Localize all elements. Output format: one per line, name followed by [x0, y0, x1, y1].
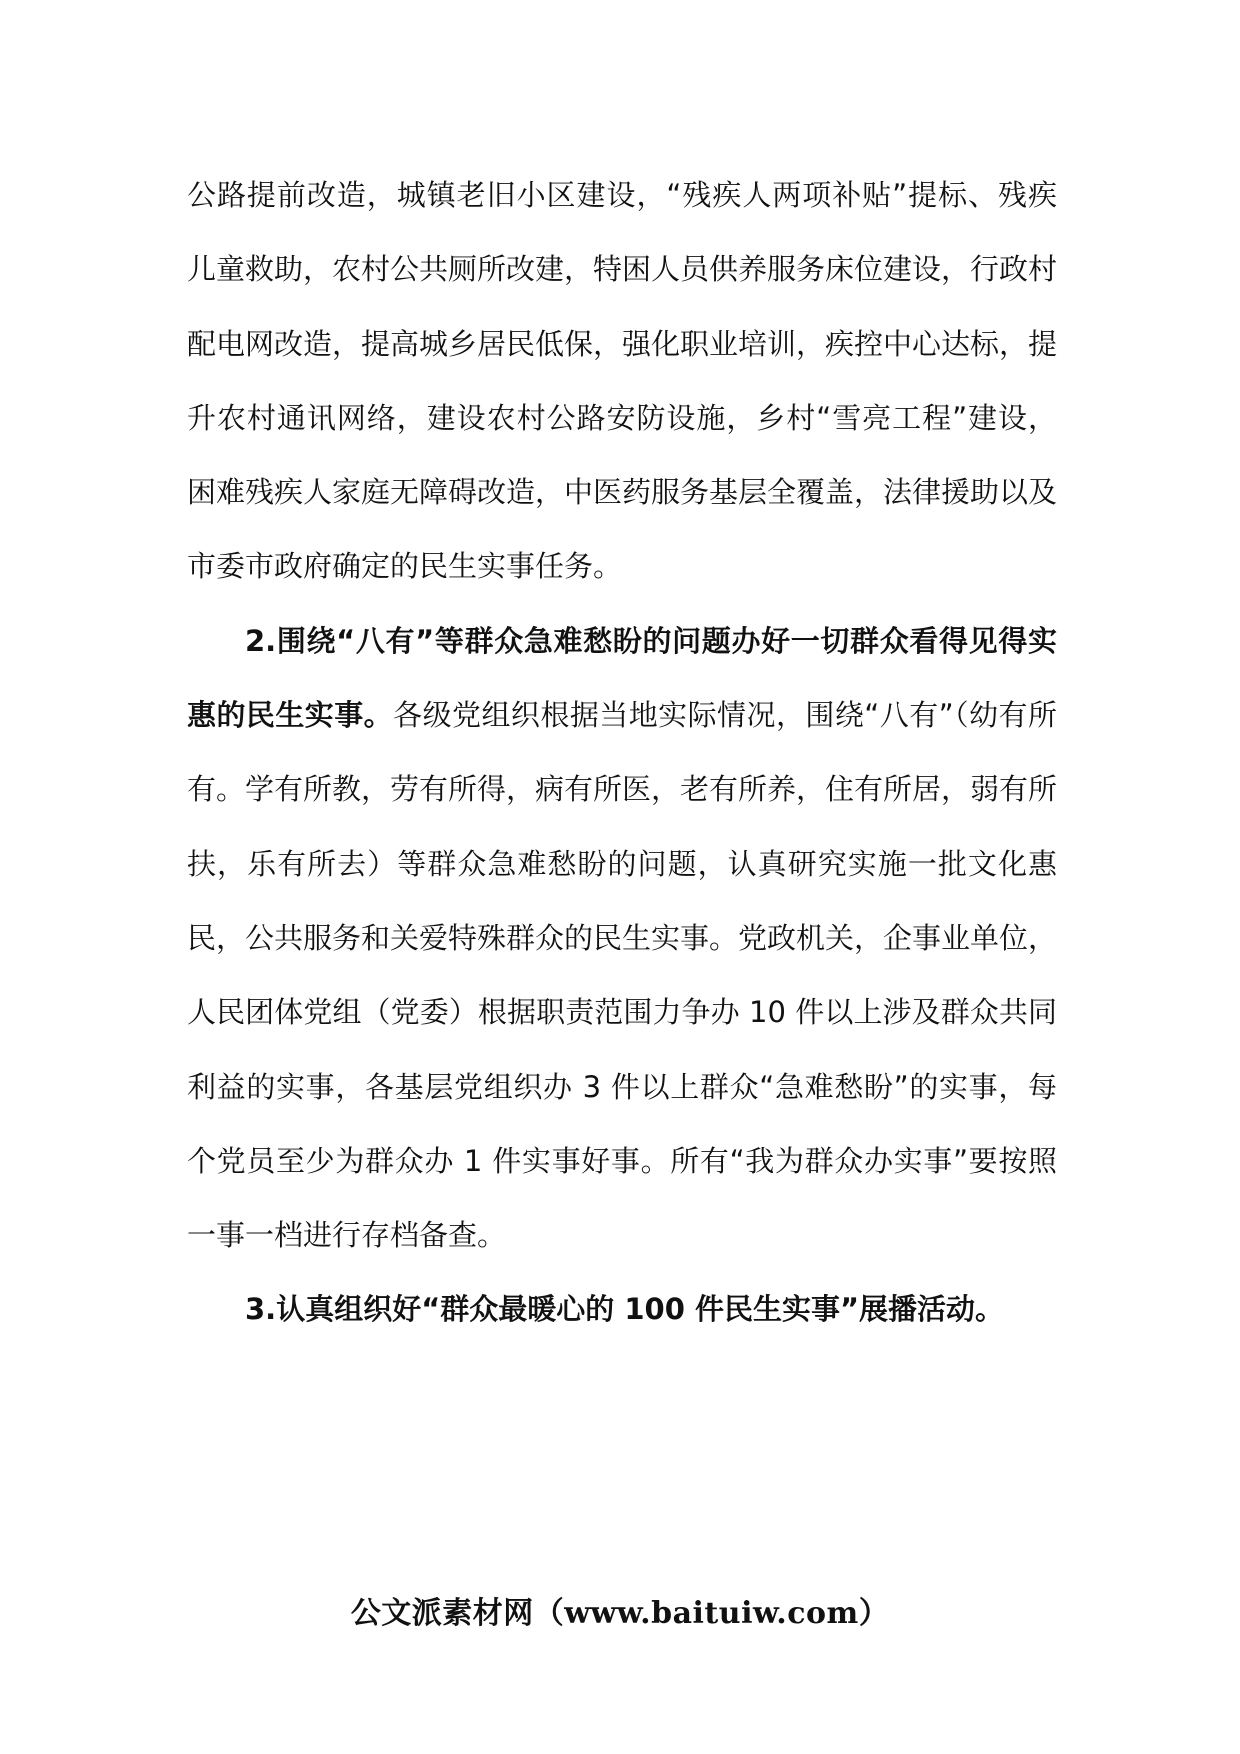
paragraph-2	[187, 604, 1057, 1273]
paragraph-2-body: 各级党组织根据当地实际情况，围绕“八有”（幼有所有。学有所教，劳有所得，病有所医，老有所养，住有所居，弱有所扶，乐有所去）等群众急难愁盼的问题，认真研究实施一批文化惠民，公共服务和关爱特殊群众的民生实事。党政机关，企事业单位，人民团体党组（党委）根据职责范围力争办 10 件以上涉及群众共同利益的实事，各基层党组织办 3 件以上群众“急难愁盼”的实事，每个党员至少为群众办 1 件实事好事。所有“我为群众办实事”要按照一事一档进行存档备查。	[187, 698, 1058, 1253]
document-body	[187, 158, 1057, 1347]
paragraph-3-heading: 3.认真组织好“群众最暖心的 100 件民生实事”展播活动。	[245, 1292, 1005, 1327]
paragraph-1: 公路提前改造，城镇老旧小区建设，“残疾人两项补贴”提标、残疾儿童救助，农村公共厕所改建，特困人员供养服务床位建设，行政村配电网改造，提高城乡居民低保，强化职业培训，疾控中心达标，提升农村通讯网络，建设农村公路安防设施，乡村“雪亮工程”建设，困难残疾人家庭无障碍改造，中医药服务基层全覆盖，法律援助以及市委市政府确定的民生实事任务。	[187, 178, 1058, 584]
footer-watermark: 公文派素材网（www.baituiw.com）	[350, 1596, 890, 1631]
paragraph-2-heading: 2.围绕“八有”等群众急难愁盼的问题办好一切群众看得见得实惠的民生实事。	[187, 623, 1057, 733]
